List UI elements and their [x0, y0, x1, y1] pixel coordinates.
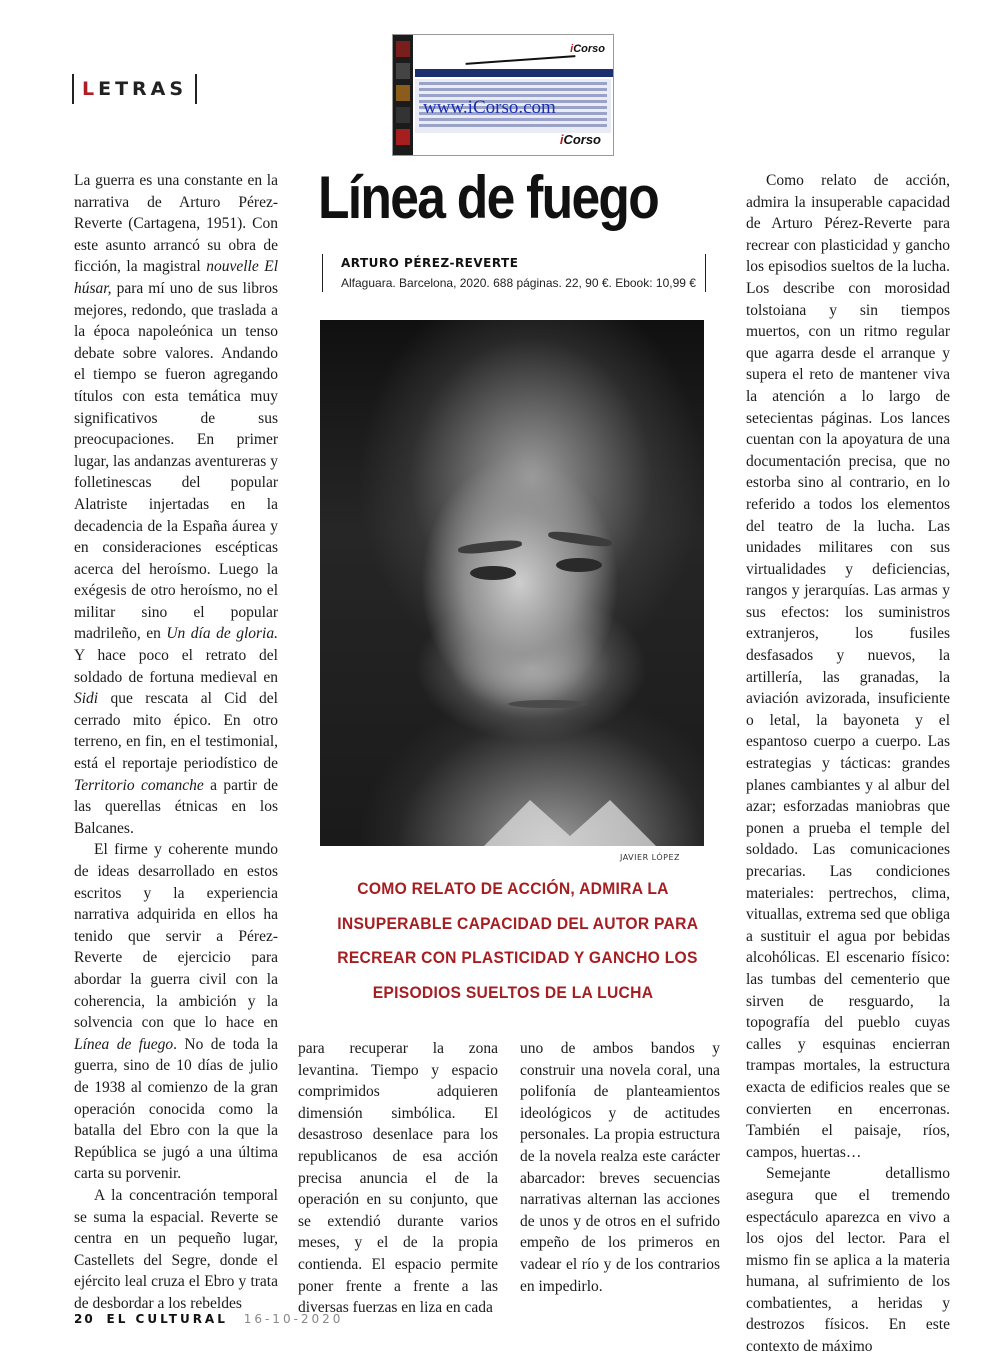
- paragraph: Semejante detallismo asegura que el tremendo espectáculo aparezca en vivo a los ojos del lector. Para el mismo fin se aplica a la materia humana, al sufrimiento de los combatientes, a heridas y destrozos físicos. En este contexto de máximo: [746, 1165, 950, 1356]
- pull-quote-line: INSUPERABLE CAPACIDAD DEL AUTOR PARA: [337, 913, 699, 933]
- book-info: [322, 254, 706, 292]
- banner-brand-top: iCorso: [570, 43, 605, 55]
- paragraph: Como relato de acción, admira la insuperable capacidad de Arturo Pérez-Reverte para recrear con plasticidad y gancho los episodios sueltos de la lucha. Los describe con morosidad tolstoiana y sin tiempos muertos, con un ritmo regular que agarra desde el arranque y supera el reto de mantener viva la atención a lo largo de setecientas páginas. Los lances cuentan con la apoyatura de una documentación precisa, que no estorba sino al contrario, en lo referido a todos los elementos del teatro de la lucha. Las unidades militares con sus virtualidades y deficiencias, rangos y jerarquías. Las armas y sus efectos: los suministros extranjeros, los fusiles desfasados y nuevos, la artillería, las granadas, la aviación avizorada, insuficiente o letal, la bayoneta y el espantoso cuerpo a cuerpo. Las estrategias y tácticas: grandes planes cambiantes y al albur del azar; esforzadas maniobras que ponen a prueba el temple del soldado. Las comunicaciones precarias. Las condiciones materiales: pertrechos, clima, vituallas, extrema sed que obliga a sustituir el agua por bebidas alcohólicas. El escenario físico: las tumbas del cementerio que sirven de resguardo, la topografía del pueblo cuyas calles y esquinas encierran trampas mortales, la estructura exacta de edificios reales que se convierten en encerronas. También el paisaje, ríos, campos, huertas…: [746, 172, 950, 1161]
- pull-quote-line: COMO RELATO DE ACCIÓN, ADMIRA LA: [357, 879, 669, 898]
- icorso-banner: [392, 34, 614, 156]
- book-author: ARTURO PÉREZ-REVERTE: [341, 256, 519, 270]
- text-column-1: [74, 170, 278, 1314]
- paragraph: El firme y coherente mundo de ideas desarrollado en estos escritos y la experiencia narrativa adquirida en ellos ha tenido que servir a Pérez-Reverte de ejercicio para abordar la guerra civil con la coherencia, la ambición y la solvencia con que lo hace en Línea de fuego. No de toda la guerra, sino de 10 días de julio de 1938 al comienzo de la gran operación conocida como la batalla del Ebro con la que la República se jugó a una última carta su porvenir.: [74, 841, 278, 1183]
- pull-quote-line: RECREAR CON PLASTICIDAD Y GANCHO LOS: [337, 948, 698, 967]
- banner-url: www.iCorso.com: [423, 97, 556, 118]
- paragraph: para recuperar la zona levantina. Tiempo y espacio comprimidos adquieren dimensión simbólica. El desastroso desenlace para los republicanos de esa acción precisa anuncia el de la operación en su conjunto, que se extendió durante varios meses, y el de la propia contienda. El espacio permite poner frente a frente a las diversas fuerzas en liza en cada: [298, 1040, 498, 1317]
- page-number: 20: [74, 1312, 95, 1326]
- photo-credit: JAVIER LÓPEZ: [620, 853, 680, 862]
- divider-right: [195, 74, 197, 104]
- issue-date: 16-10-2020: [243, 1312, 344, 1326]
- book-publication: Alfaguara. Barcelona, 2020. 688 páginas. 22, 90 €. Ebook: 10,99 €: [341, 276, 696, 290]
- paragraph: La guerra es una constante en la narrativa de Arturo Pérez-Reverte (Cartagena, 1951). Con este asunto arrancó su obra de ficción, la magistral nouvelle El húsar, para mí uno de sus libros mejores, redondo, que traslada a la época napoleónica un tenso debate sobre valores. Andando el tiempo se fueron agregando títulos con esta temática muy significativos de sus preocupaciones. En primer lugar, las andanzas aventureras y folletinescas del popular Alatriste injertadas en la decadencia de la España áurea y en consideraciones escépticas acerca del heroísmo. Luego la exégesis de otro heroísmo, no el militar sino el popular madrileño, en Un día de gloria. Y hace poco el retrato del soldado de fortuna medieval en Sidi que rescata al Cid del cerrado mito épico. En otro terreno, en fin, en el testimonial, está el reportaje periodístico de Territorio comanche a partir de las querellas étnicas en los Balcanes.: [74, 172, 278, 837]
- banner-brand-bottom: iCorso: [559, 132, 601, 147]
- section-label-rest: ETRAS: [98, 78, 188, 100]
- text-column-2: [298, 1038, 498, 1319]
- paragraph: uno de ambos bandos y construir una novela coral, una polifonía de planteamientos ideológicos y de actitudes personales. La propia estructura de la novela realza este carácter abarcador: breves secuencias narrativas alternan las acciones de unos y de otros en el sufrido empeño de los primeros en vadear el río y de los contrarios en impedirlo.: [520, 1040, 720, 1295]
- section-label: [72, 74, 197, 104]
- page-footer: [74, 1312, 343, 1326]
- author-photo: [320, 320, 704, 846]
- banner-sidebar: [393, 35, 413, 155]
- banner-nav-bar: [415, 69, 613, 77]
- text-column-right: [746, 170, 950, 1358]
- pull-quote-line: EPISODIOS SUELTOS DE LA LUCHA: [372, 982, 654, 1002]
- paragraph: A la concentración temporal se suma la espacial. Reverte se centra en un pequeño lugar, Castellets del Segre, donde el ejército leal cruza el Ebro y trata de desbordar a los rebeldes: [74, 1186, 278, 1312]
- text-column-3: [520, 1038, 720, 1297]
- magazine-name: EL CULTURAL: [106, 1312, 228, 1326]
- pull-quote: [322, 872, 704, 1010]
- section-label-initial: L: [82, 78, 99, 100]
- article-title: Línea de fuego: [318, 164, 659, 231]
